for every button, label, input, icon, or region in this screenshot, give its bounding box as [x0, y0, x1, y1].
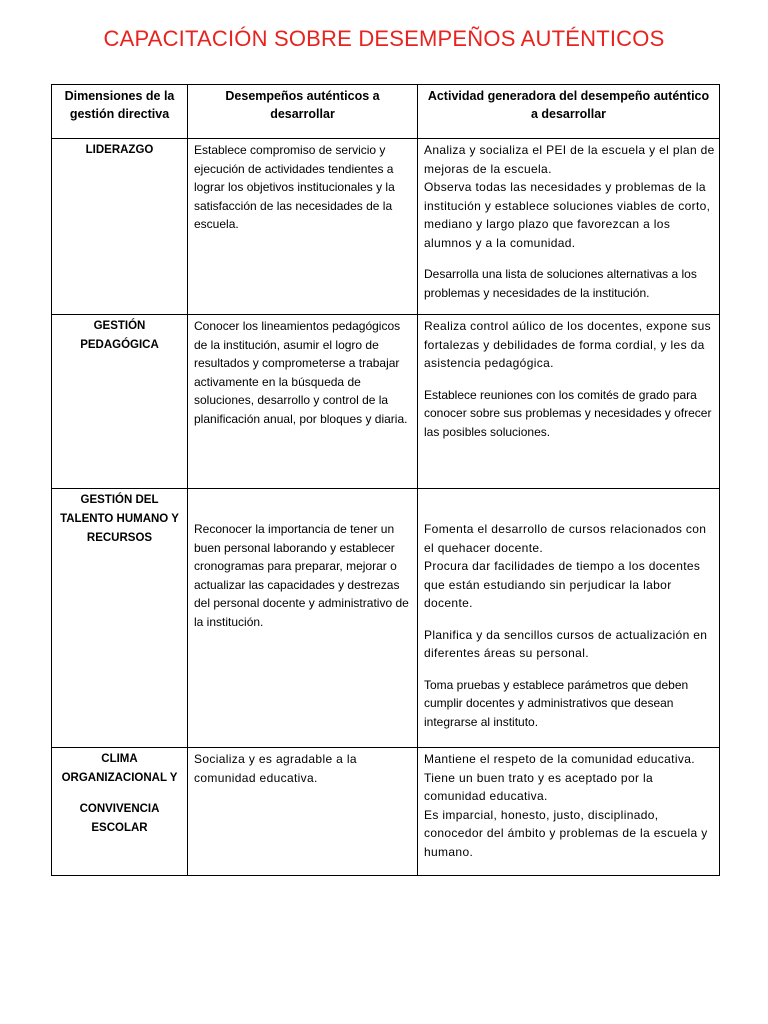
table-header-row — [52, 85, 720, 139]
activity-cell — [418, 748, 720, 876]
activity-text: Observa todas las necesidades y problemas de la institución y establece soluciones viables de corto, mediano y largo plazo que favorezcan a los alumnos y a la comunidad. — [424, 180, 711, 250]
table-row — [52, 748, 720, 876]
dimension-label: CLIMA ORGANIZACIONAL Y — [61, 753, 178, 784]
header-performances: Desempeños auténticos a desarrollar — [188, 85, 418, 139]
performance-table — [51, 84, 720, 876]
header-activities: Actividad generadora del desempeño auténtico a desarrollar — [418, 85, 720, 139]
activity-text: Analiza y socializa el PEI de la escuela y el plan de mejoras de la escuela. — [424, 143, 715, 176]
activity-text: Desarrolla una lista de soluciones alternativas a los problemas y necesidades de la institución. — [424, 267, 697, 300]
activity-text: Es imparcial, honesto, justo, disciplinado, conocedor del ámbito y problemas de la escuela y humano. — [424, 807, 708, 859]
table-row — [52, 139, 720, 315]
activity-text: Establece reuniones con los comités de grado para conocer sobre sus problemas y necesidades y ofrecer las posibles soluciones. — [424, 387, 712, 439]
activity-cell — [418, 139, 720, 315]
dimension-label: GESTIÓN PEDAGÓGICA — [80, 320, 159, 351]
dimension-label: CONVIVENCIA ESCOLAR — [79, 803, 160, 834]
activity-cell — [418, 315, 720, 489]
performance-text: Reconocer la importancia de tener un buen personal laborando y establecer cronogramas para preparar, mejorar o actualizar las capacidades y destrezas del personal docente y administrativo de la institución. — [194, 522, 409, 629]
performance-cell — [188, 489, 418, 748]
performance-cell — [188, 139, 418, 315]
dimension-cell — [52, 489, 188, 748]
activity-text: Toma pruebas y establece parámetros que deben cumplir docentes y administrativos que desean integrarse al instituto. — [424, 677, 689, 729]
dimension-label: LIDERAZGO — [85, 144, 154, 156]
activity-text: Planifica y da sencillos cursos de actualización en diferentes áreas su personal. — [424, 627, 708, 660]
activity-text: Realiza control aúlico de los docentes, expone sus fortalezas y debilidades de forma cordial, y les da asistencia pedagógica. — [424, 319, 711, 370]
page-title: CAPACITACIÓN SOBRE DESEMPEÑOS AUTÉNTICOS — [103, 26, 665, 51]
activity-text: Tiene un buen trato y es aceptado por la comunidad educativa. — [424, 770, 654, 803]
table-row — [52, 489, 720, 748]
performance-text: Socializa y es agradable a la comunidad educativa. — [194, 752, 357, 785]
activity-cell — [418, 489, 720, 748]
dimension-cell — [52, 315, 188, 489]
header-dimensions: Dimensiones de la gestión directiva — [52, 85, 188, 139]
activity-text: Fomenta el desarrollo de cursos relacionados con el quehacer docente. — [424, 522, 707, 555]
performance-text: Establece compromiso de servicio y ejecución de actividades tendientes a lograr los objetivos institucionales y la satisfacción de las necesidades de la escuela. — [194, 143, 395, 231]
dimension-cell — [52, 139, 188, 315]
dimension-cell — [52, 748, 188, 876]
performance-text: Conocer los lineamientos pedagógicos de la institución, asumir el logro de resultados y comprometerse a trabajar activamente en la búsqueda de soluciones, desarrollo y control de la planificación anual, por bloques y diaria. — [194, 319, 408, 426]
performance-cell — [188, 748, 418, 876]
table-row — [52, 315, 720, 489]
performance-cell — [188, 315, 418, 489]
activity-text: Mantiene el respeto de la comunidad educativa. — [424, 752, 695, 766]
activity-text: Procura dar facilidades de tiempo a los docentes que están estudiando sin perjudicar la labor docente. — [424, 559, 701, 610]
dimension-label: GESTIÓN DEL TALENTO HUMANO Y RECURSOS — [60, 494, 179, 544]
